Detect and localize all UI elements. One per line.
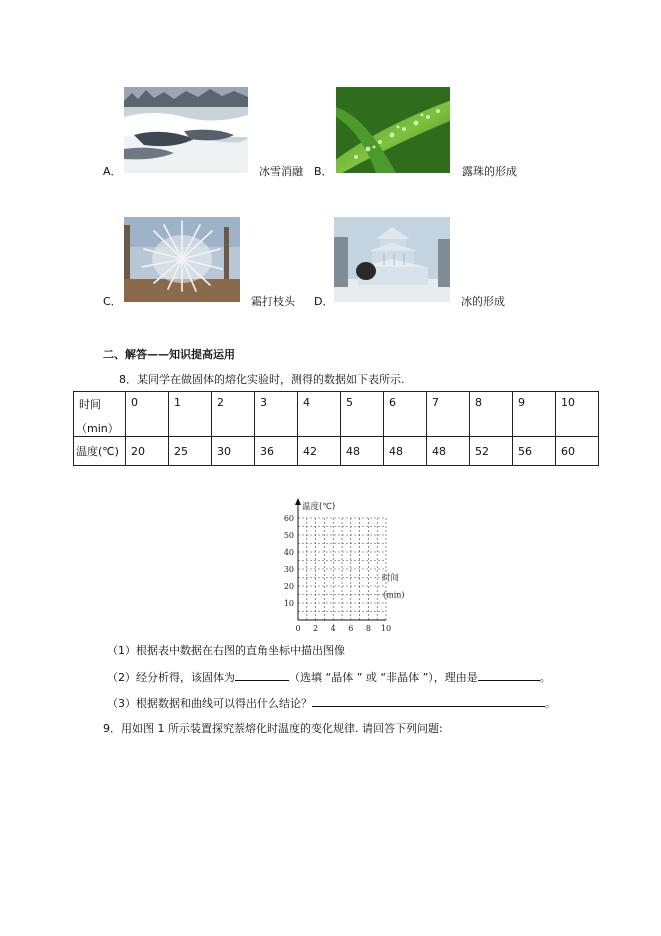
x-tick-label: 4	[330, 624, 336, 633]
table-cell: 2	[212, 392, 255, 437]
option-caption-c: 霜打枝头	[251, 295, 295, 308]
sub-3-end: 。	[545, 697, 556, 710]
melting-data-table	[73, 391, 599, 466]
table-cell: 48	[384, 437, 427, 466]
option-letter-b: B．	[314, 165, 333, 178]
x-tick-label: 6	[348, 624, 354, 633]
y-axis-label: 温度(℃)	[302, 502, 336, 512]
question-8-sub-1: （1）根据表中数据在右图的直角坐标中描出图像	[107, 644, 345, 657]
sub-2-text-b: （选填 “晶体 ” 或 “非晶体 ”），理由是	[289, 671, 478, 684]
table-cell: 52	[470, 437, 513, 466]
frost-branch-photo	[124, 217, 240, 302]
table-cell: 48	[341, 437, 384, 466]
table-header-time	[74, 392, 126, 437]
table-cell: 4	[298, 392, 341, 437]
y-tick-label: 40	[283, 548, 294, 557]
temperature-time-grid-chart	[268, 493, 418, 641]
table-cell: 20	[126, 437, 169, 466]
time-header-label: 时间	[79, 398, 101, 411]
y-tick-label: 30	[283, 565, 294, 574]
table-cell: 5	[341, 392, 384, 437]
reason-blank[interactable]	[478, 670, 540, 681]
x-axis-label: 时间	[382, 573, 400, 584]
table-cell: 6	[384, 392, 427, 437]
solid-type-blank[interactable]	[235, 670, 289, 681]
y-tick-label: 50	[283, 531, 294, 540]
question-8-sub-2	[107, 669, 551, 685]
table-cell: 42	[298, 437, 341, 466]
table-cell: 9	[513, 392, 556, 437]
option-letter-a: A．	[103, 165, 122, 178]
table-cell: 3	[255, 392, 298, 437]
table-cell: 25	[169, 437, 212, 466]
question-8-sub-3	[107, 695, 556, 711]
option-letter-d: D．	[314, 295, 334, 308]
time-header-unit: （min）	[76, 422, 119, 435]
table-cell: 8	[470, 392, 513, 437]
y-tick-label: 10	[283, 599, 294, 608]
question-8-stem: 8．某同学在做固体的熔化实验时，测得的数据如下表所示.	[119, 373, 405, 386]
sub-2-text-a: （2）经分析得，该固体为	[107, 671, 235, 684]
section-title: 二、解答——知识提高运用	[103, 348, 235, 361]
sub-2-end: 。	[539, 671, 551, 684]
table-cell: 60	[556, 437, 599, 466]
y-tick-label: 60	[283, 514, 294, 523]
table-cell: 10	[556, 392, 599, 437]
table-cell: 56	[513, 437, 556, 466]
table-cell: 7	[427, 392, 470, 437]
table-cell: 36	[255, 437, 298, 466]
x-tick-label: 8	[365, 624, 371, 633]
x-axis-unit: (min)	[383, 590, 405, 600]
option-caption-a: 冰雪消融	[259, 165, 303, 178]
option-caption-b: 露珠的形成	[462, 165, 517, 178]
snow-melting-photo	[124, 87, 248, 173]
origin-label: 0	[295, 624, 301, 633]
question-9-stem: 9．用如图 1 所示装置探究萘熔化时温度的变化规律. 请回答下列问题:	[103, 722, 443, 735]
y-tick-label: 20	[283, 582, 294, 591]
y-axis-arrow	[295, 498, 301, 505]
table-cell: 0	[126, 392, 169, 437]
ice-sculpture-photo	[334, 217, 450, 302]
option-caption-d: 冰的形成	[461, 295, 505, 308]
x-tick-label: 10	[380, 624, 392, 633]
table-header-temperature: 温度(℃)	[74, 437, 126, 466]
table-cell: 30	[212, 437, 255, 466]
table-cell: 1	[169, 392, 212, 437]
dew-drops-photo	[336, 87, 450, 173]
option-letter-c: C．	[103, 295, 122, 308]
x-tick-label: 2	[313, 624, 319, 633]
table-cell: 48	[427, 437, 470, 466]
conclusion-blank[interactable]	[312, 696, 545, 707]
sub-3-text: （3）根据数据和曲线可以得出什么结论？	[107, 697, 312, 710]
